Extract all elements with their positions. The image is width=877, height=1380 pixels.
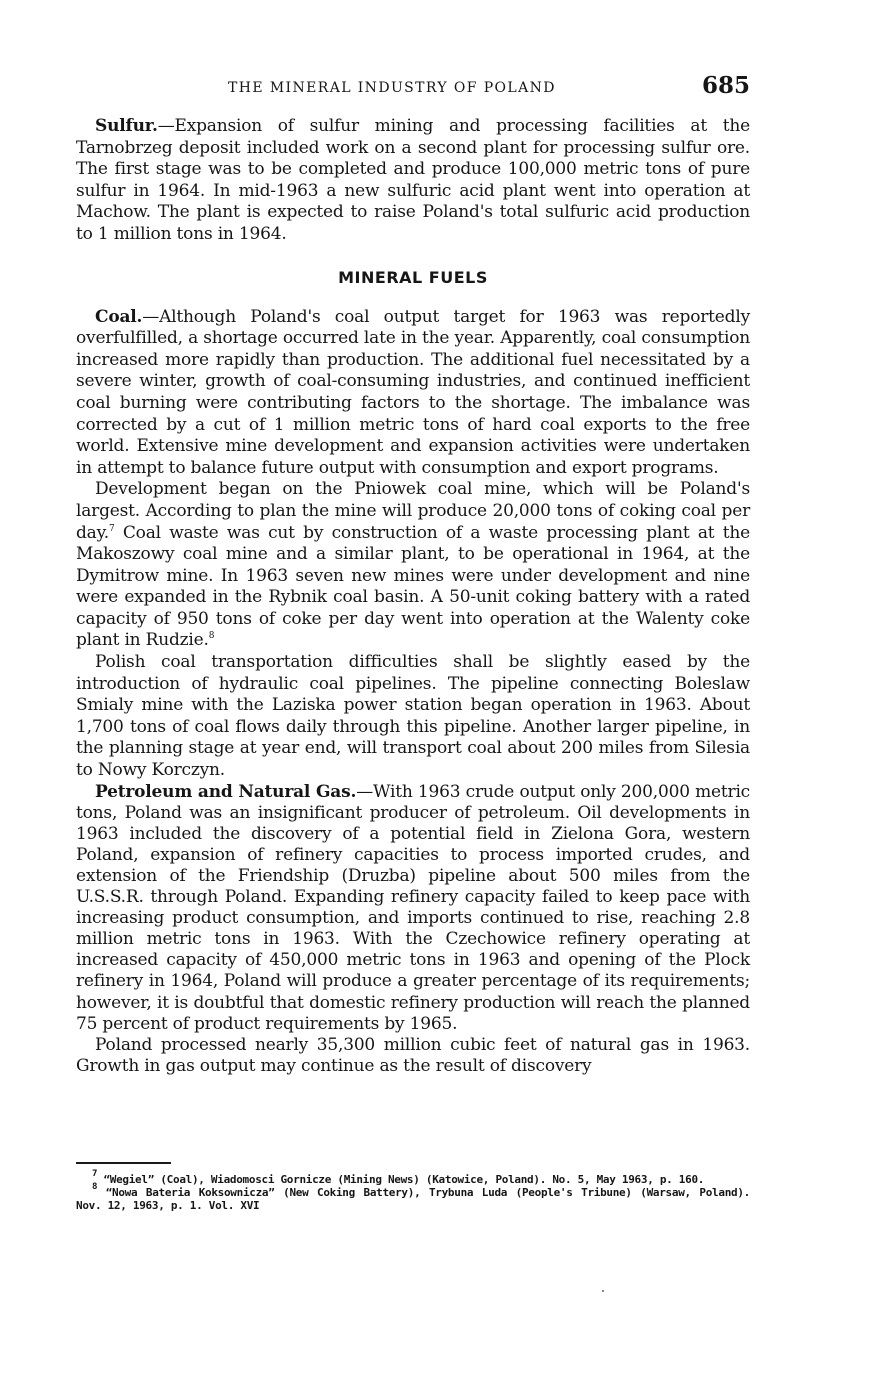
footnote-8 bbox=[76, 1182, 750, 1213]
page-number: 685 bbox=[701, 72, 750, 99]
footnote-mark: 8 bbox=[92, 1182, 98, 1193]
footnote-7 bbox=[76, 1169, 750, 1186]
petroleum-text: —With 1963 crude output only 200,000 metric tons, Poland was an insignificant producer of petroleum. Oil developments in 1963 included the discovery of a potential field in Zielona Gora, western Poland, expansion of refinery capacities to process imported crudes, and extension of the Friendship (Druzba) pipeline about 500 miles from the U.S.S.R. through Poland. Expanding refinery capacity failed to keep pace with increasing product consumption, and imports continued to rise, reaching 2.8 million metric tons in 1963. With the Czechowice refinery operating at increased capacity of 450,000 metric tons in 1963 and opening of the Plock refinery in 1964, Poland will produce a greater percentage of its requirements; however, it is doubtful that domestic refinery production will reach the planned 75 percent of product requirements by 1965. bbox=[76, 781, 750, 1034]
development-paragraph bbox=[76, 479, 750, 652]
page-header bbox=[76, 70, 750, 106]
footnotes bbox=[76, 1169, 750, 1213]
running-head: THE MINERAL INDUSTRY OF POLAND bbox=[228, 80, 556, 96]
footnote-mark: 7 bbox=[92, 1169, 98, 1179]
footnote-rule bbox=[76, 1162, 171, 1164]
footnote-text: “Wegiel” (Coal), Wiadomosci Gornicze (Mining News) (Katowice, Poland). No. 5, May 1963, p. 160. bbox=[97, 1173, 705, 1186]
petroleum-lead: Petroleum and Natural Gas. bbox=[95, 781, 357, 802]
sulfur-paragraph bbox=[76, 116, 750, 246]
transport-paragraph bbox=[76, 652, 750, 782]
transport-text: Polish coal transportation difficulties shall be slightly eased by the introduction of hydraulic coal pipelines. The pipeline connecting Boleslaw Smialy mine with the Laziska power station began operation in 1963. About 1,700 tons of coal flows daily through this pipeline. Another larger pipeline, in the planning stage at year end, will transport coal about 200 miles from Silesia to Nowy Korczyn. bbox=[76, 652, 750, 781]
sulfur-lead: Sulfur. bbox=[95, 116, 158, 136]
gas-paragraph bbox=[76, 1035, 750, 1078]
coal-paragraph bbox=[76, 307, 750, 480]
development-text-b: Coal waste was cut by construction of a waste processing plant at the Makoszowy coal mine and a similar plant, to be operational in 1964, at the Dymitrow mine. In 1963 seven new mines were under development and nine were expanded in the Rybnik coal basin. A 50-unit coking battery with a rated capacity of 950 tons of coke per day went into operation at the Walenty coke plant in Rudzie. bbox=[76, 522, 750, 651]
print-speck bbox=[602, 1290, 604, 1292]
gas-text: Poland processed nearly 35,300 million cubic feet of natural gas in 1963. Growth in gas output may continue as the result of discovery bbox=[76, 1034, 750, 1077]
coal-lead: Coal. bbox=[95, 306, 143, 327]
section-heading: MINERAL FUELS bbox=[338, 267, 488, 287]
sulfur-text: —Expansion of sulfur mining and processing facilities at the Tarnobrzeg deposit included work on a second plant for processing sulfur ore. The first stage was to be completed and produce 100,000 metric tons of pure sulfur in 1964. In mid-1963 a new sulfuric acid plant went into operation at Machow. The plant is expected to raise Poland's total sulfuric acid production to 1 million tons in 1964. bbox=[76, 116, 750, 244]
development-text-a: Development began on the Pniowek coal mine, which will be Poland's largest. According to plan the mine will produce 20,000 tons of coking coal per day. bbox=[76, 479, 750, 543]
footnote-ref-7: 7 bbox=[108, 523, 115, 534]
footnote-ref-8: 8 bbox=[208, 631, 215, 642]
footnote-text: “Nowa Bateria Koksownicza” (New Coking Battery), Trybuna Luda (People's Tribune) (Warsaw, Poland). Nov. 12, 1963, p. 1. Vol. XVI bbox=[76, 1186, 750, 1213]
page-body bbox=[76, 116, 750, 1078]
coal-text: —Although Poland's coal output target for 1963 was reportedly overfulfilled, a shortage occurred late in the year. Apparently, coal consumption increased more rapidly than production. The additional fuel necessitated by a severe winter, growth of coal-consuming industries, and continued inefficient coal burning were contributing factors to the shortage. The imbalance was corrected by a cut of 1 million metric tons of hard coal exports to the free world. Extensive mine development and expansion activities were undertaken in attempt to balance future output with consumption and export programs. bbox=[76, 306, 750, 478]
petroleum-paragraph bbox=[76, 782, 750, 1035]
